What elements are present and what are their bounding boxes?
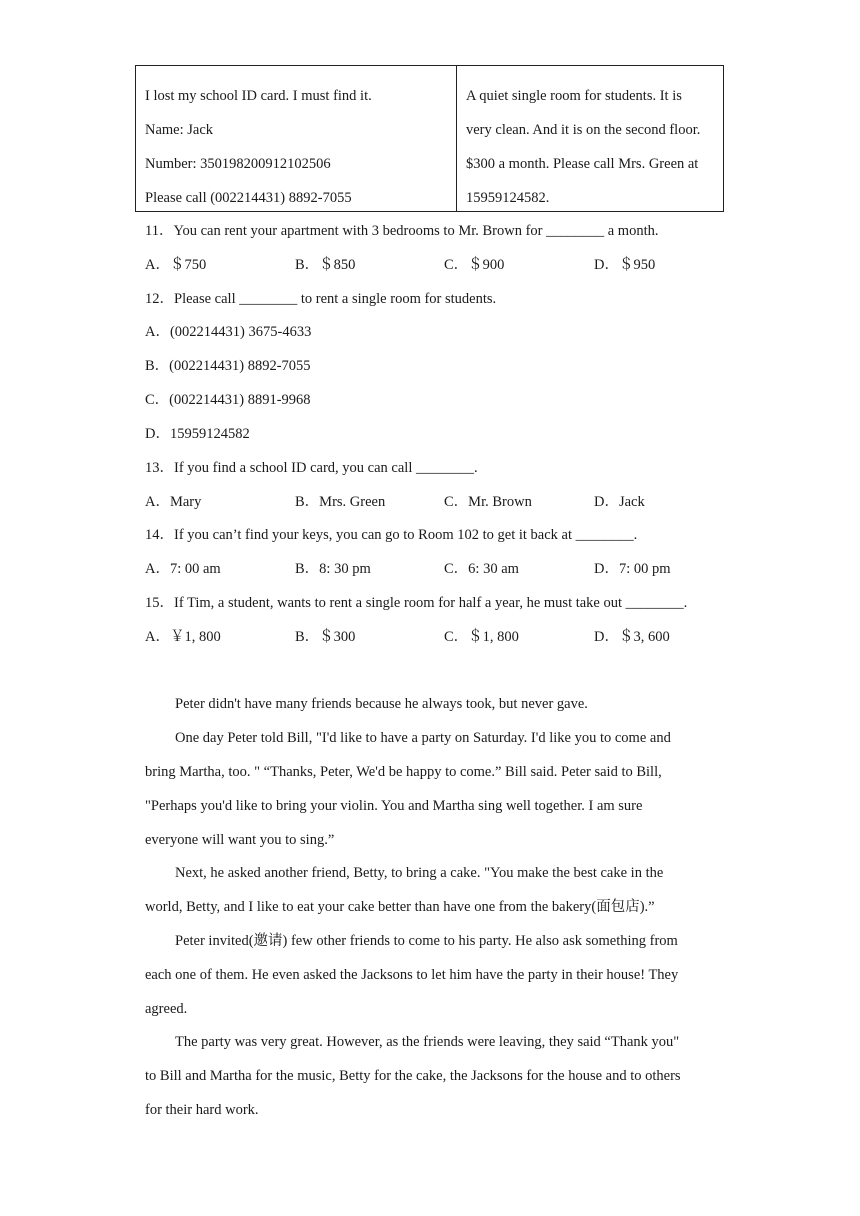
passage-line: everyone will want you to sing.” [145, 832, 335, 848]
question-14-option-c: C．6: 30 am [444, 561, 519, 577]
passage-line: One day Peter told Bill, "I'd like to have a party on Saturday. I'd like you to come and [175, 730, 671, 746]
question-12-option-a: A．(002214431) 3675-4633 [145, 324, 312, 340]
question-13-stem: 13．If you find a school ID card, you can call ________. [145, 460, 478, 476]
question-15-option-b: B．＄300 [295, 629, 356, 645]
passage-line: The party was very great. However, as the friends were leaving, they said “Thank you" [175, 1034, 680, 1050]
question-14-option-b: B．8: 30 pm [295, 561, 371, 577]
notice-line: A quiet single room for students. It is [466, 88, 682, 104]
question-11-option-a: A．＄750 [145, 257, 207, 273]
question-12-stem: 12．Please call ________ to rent a single room for students. [145, 291, 497, 307]
question-11-option-c: C．＄900 [444, 257, 505, 273]
notice-table [135, 65, 724, 212]
notice-line: very clean. And it is on the second floor. [466, 122, 701, 138]
passage-line: agreed. [145, 1001, 188, 1017]
question-11-option-b: B．＄850 [295, 257, 356, 273]
question-12-option-b: B．(002214431) 8892-7055 [145, 358, 311, 374]
passage-line: Peter didn't have many friends because he always took, but never gave. [175, 696, 588, 712]
question-14-option-d: D．7: 00 pm [594, 561, 671, 577]
passage-line: "Perhaps you'd like to bring your violin. You and Martha sing well together. I am sure [145, 798, 643, 814]
question-14-stem: 14．If you can’t find your keys, you can go to Room 102 to get it back at ________. [145, 527, 638, 543]
notice-single-room [457, 66, 723, 211]
passage-line: each one of them. He even asked the Jacksons to let him have the party in their house! They [145, 967, 679, 983]
question-13-option-a: A．Mary [145, 494, 202, 510]
question-15-option-d: D．＄3, 600 [594, 629, 670, 645]
passage-line: Next, he asked another friend, Betty, to bring a cake. "You make the best cake in the [175, 865, 664, 881]
question-11-option-d: D．＄950 [594, 257, 656, 273]
passage-line: world, Betty, and I like to eat your cake better than have one from the bakery(面包店).” [145, 899, 655, 915]
question-13-option-c: C．Mr. Brown [444, 494, 532, 510]
question-13-option-d: D．Jack [594, 494, 645, 510]
notice-line: Name: Jack [145, 122, 214, 138]
notice-line: 15959124582. [466, 190, 550, 206]
notice-line: Number: 350198200912102506 [145, 156, 331, 172]
question-14-option-a: A．7: 00 am [145, 561, 221, 577]
notice-line: Please call (002214431) 8892-7055 [145, 190, 352, 206]
question-15-option-a: A．￥1, 800 [145, 629, 221, 645]
passage-line: Peter invited(邀请) few other friends to come to his party. He also ask something from [175, 933, 678, 949]
notice-lost-id-card [136, 66, 457, 211]
question-15-option-c: C．＄1, 800 [444, 629, 519, 645]
notice-line: I lost my school ID card. I must find it. [145, 88, 372, 104]
notice-line: $300 a month. Please call Mrs. Green at [466, 156, 699, 172]
question-15-stem: 15．If Tim, a student, wants to rent a single room for half a year, he must take out ________. [145, 595, 688, 611]
passage-line: for their hard work. [145, 1102, 259, 1118]
question-13-option-b: B．Mrs. Green [295, 494, 386, 510]
question-12-option-c: C．(002214431) 8891-9968 [145, 392, 311, 408]
passage-line: bring Martha, too. " “Thanks, Peter, We'd be happy to come.” Bill said. Peter said to Bill, [145, 764, 662, 780]
question-12-option-d: D．15959124582 [145, 426, 250, 442]
passage-line: to Bill and Martha for the music, Betty for the cake, the Jacksons for the house and to others [145, 1068, 681, 1084]
question-11-stem: 11．You can rent your apartment with 3 bedrooms to Mr. Brown for ________ a month. [145, 223, 659, 239]
